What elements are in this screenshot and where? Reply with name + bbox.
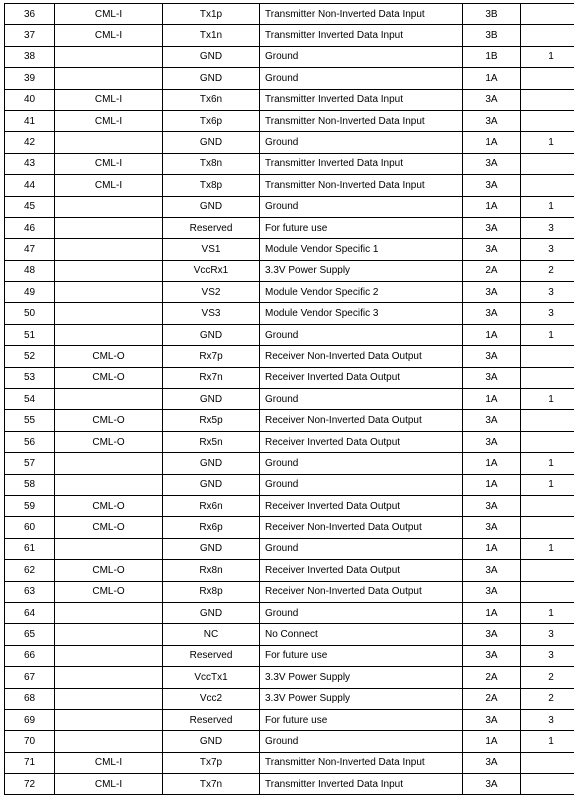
notes-cell: 3 xyxy=(521,709,574,730)
notes-cell: 2 xyxy=(521,260,574,281)
table-row xyxy=(5,217,574,238)
table-row xyxy=(5,175,574,196)
pin-number-cell: 49 xyxy=(5,282,55,303)
signal-description-cell: Receiver Non-Inverted Data Output xyxy=(260,346,463,367)
notes-cell: 1 xyxy=(521,731,574,752)
signal-description-cell: Transmitter Non-Inverted Data Input xyxy=(260,175,463,196)
signal-symbol-cell: Tx7p xyxy=(163,752,260,773)
plug-sequence-cell: 3A xyxy=(463,752,521,773)
logic-type-cell xyxy=(55,68,163,89)
notes-cell xyxy=(521,153,574,174)
pin-number-cell: 57 xyxy=(5,453,55,474)
pin-number-cell: 66 xyxy=(5,645,55,666)
logic-type-cell: CML-I xyxy=(55,25,163,46)
signal-symbol-cell: Vcc2 xyxy=(163,688,260,709)
plug-sequence-cell: 3A xyxy=(463,645,521,666)
logic-type-cell: CML-I xyxy=(55,752,163,773)
pin-number-cell: 48 xyxy=(5,260,55,281)
signal-description-cell: Receiver Inverted Data Output xyxy=(260,560,463,581)
table-row xyxy=(5,25,574,46)
pin-number-cell: 64 xyxy=(5,602,55,623)
signal-description-cell: Transmitter Non-Inverted Data Input xyxy=(260,752,463,773)
plug-sequence-cell: 3A xyxy=(463,410,521,431)
logic-type-cell: CML-I xyxy=(55,110,163,131)
pin-number-cell: 41 xyxy=(5,110,55,131)
pin-number-cell: 69 xyxy=(5,709,55,730)
table-row xyxy=(5,431,574,452)
pin-number-cell: 42 xyxy=(5,132,55,153)
pin-number-cell: 60 xyxy=(5,517,55,538)
signal-symbol-cell: Tx8p xyxy=(163,175,260,196)
plug-sequence-cell: 3A xyxy=(463,495,521,516)
plug-sequence-cell: 3A xyxy=(463,560,521,581)
logic-type-cell: CML-I xyxy=(55,153,163,174)
signal-description-cell: Module Vendor Specific 2 xyxy=(260,282,463,303)
table-row xyxy=(5,110,574,131)
signal-symbol-cell: Reserved xyxy=(163,217,260,238)
signal-symbol-cell: VS1 xyxy=(163,239,260,260)
signal-description-cell: Ground xyxy=(260,389,463,410)
signal-symbol-cell: VS3 xyxy=(163,303,260,324)
pin-number-cell: 68 xyxy=(5,688,55,709)
signal-description-cell: Receiver Inverted Data Output xyxy=(260,367,463,388)
signal-description-cell: Transmitter Inverted Data Input xyxy=(260,89,463,110)
notes-cell: 3 xyxy=(521,239,574,260)
signal-description-cell: 3.3V Power Supply xyxy=(260,667,463,688)
plug-sequence-cell: 1A xyxy=(463,196,521,217)
signal-description-cell: Module Vendor Specific 1 xyxy=(260,239,463,260)
notes-cell: 3 xyxy=(521,624,574,645)
signal-symbol-cell: GND xyxy=(163,46,260,67)
signal-description-cell: Ground xyxy=(260,46,463,67)
signal-symbol-cell: GND xyxy=(163,68,260,89)
table-row xyxy=(5,667,574,688)
notes-cell xyxy=(521,89,574,110)
table-row xyxy=(5,538,574,559)
table-row xyxy=(5,153,574,174)
table-row xyxy=(5,774,574,795)
logic-type-cell xyxy=(55,731,163,752)
signal-description-cell: For future use xyxy=(260,217,463,238)
plug-sequence-cell: 3A xyxy=(463,217,521,238)
signal-description-cell: Receiver Inverted Data Output xyxy=(260,495,463,516)
logic-type-cell xyxy=(55,645,163,666)
signal-symbol-cell: Rx7n xyxy=(163,367,260,388)
notes-cell: 1 xyxy=(521,132,574,153)
pin-number-cell: 54 xyxy=(5,389,55,410)
signal-symbol-cell: Rx8p xyxy=(163,581,260,602)
plug-sequence-cell: 3A xyxy=(463,346,521,367)
logic-type-cell xyxy=(55,474,163,495)
signal-description-cell: 3.3V Power Supply xyxy=(260,260,463,281)
logic-type-cell xyxy=(55,602,163,623)
pin-number-cell: 46 xyxy=(5,217,55,238)
pin-number-cell: 72 xyxy=(5,774,55,795)
logic-type-cell xyxy=(55,260,163,281)
plug-sequence-cell: 1A xyxy=(463,68,521,89)
plug-sequence-cell: 3A xyxy=(463,153,521,174)
plug-sequence-cell: 1A xyxy=(463,474,521,495)
signal-symbol-cell: Tx8n xyxy=(163,153,260,174)
signal-description-cell: Receiver Non-Inverted Data Output xyxy=(260,410,463,431)
notes-cell: 2 xyxy=(521,688,574,709)
pin-number-cell: 62 xyxy=(5,560,55,581)
logic-type-cell: CML-I xyxy=(55,4,163,25)
pin-number-cell: 38 xyxy=(5,46,55,67)
logic-type-cell xyxy=(55,46,163,67)
notes-cell: 3 xyxy=(521,645,574,666)
signal-symbol-cell: GND xyxy=(163,196,260,217)
notes-cell xyxy=(521,346,574,367)
plug-sequence-cell: 3A xyxy=(463,110,521,131)
notes-cell: 1 xyxy=(521,196,574,217)
table-row xyxy=(5,46,574,67)
notes-cell xyxy=(521,410,574,431)
plug-sequence-cell: 3A xyxy=(463,282,521,303)
signal-description-cell: No Connect xyxy=(260,624,463,645)
table-row xyxy=(5,260,574,281)
notes-cell xyxy=(521,517,574,538)
logic-type-cell xyxy=(55,538,163,559)
signal-description-cell: Transmitter Inverted Data Input xyxy=(260,774,463,795)
pin-number-cell: 50 xyxy=(5,303,55,324)
notes-cell: 3 xyxy=(521,217,574,238)
logic-type-cell xyxy=(55,709,163,730)
pin-number-cell: 56 xyxy=(5,431,55,452)
pin-number-cell: 52 xyxy=(5,346,55,367)
signal-description-cell: Ground xyxy=(260,196,463,217)
table-row xyxy=(5,495,574,516)
table-row xyxy=(5,68,574,89)
table-row xyxy=(5,303,574,324)
table-row xyxy=(5,624,574,645)
signal-description-cell: For future use xyxy=(260,645,463,666)
signal-symbol-cell: GND xyxy=(163,453,260,474)
signal-symbol-cell: GND xyxy=(163,538,260,559)
logic-type-cell xyxy=(55,688,163,709)
table-row xyxy=(5,602,574,623)
pin-number-cell: 47 xyxy=(5,239,55,260)
notes-cell xyxy=(521,431,574,452)
logic-type-cell xyxy=(55,667,163,688)
notes-cell: 1 xyxy=(521,324,574,345)
pin-number-cell: 71 xyxy=(5,752,55,773)
table-row xyxy=(5,324,574,345)
signal-symbol-cell: Rx5p xyxy=(163,410,260,431)
signal-description-cell: Ground xyxy=(260,602,463,623)
table-row xyxy=(5,474,574,495)
logic-type-cell: CML-O xyxy=(55,367,163,388)
plug-sequence-cell: 3B xyxy=(463,4,521,25)
signal-description-cell: 3.3V Power Supply xyxy=(260,688,463,709)
pin-number-cell: 65 xyxy=(5,624,55,645)
logic-type-cell xyxy=(55,389,163,410)
signal-description-cell: Ground xyxy=(260,324,463,345)
logic-type-cell: CML-O xyxy=(55,410,163,431)
plug-sequence-cell: 1A xyxy=(463,731,521,752)
notes-cell xyxy=(521,367,574,388)
signal-description-cell: Transmitter Non-Inverted Data Input xyxy=(260,4,463,25)
logic-type-cell xyxy=(55,239,163,260)
signal-symbol-cell: Tx1p xyxy=(163,4,260,25)
notes-cell: 1 xyxy=(521,389,574,410)
notes-cell xyxy=(521,752,574,773)
table-row xyxy=(5,196,574,217)
pin-number-cell: 70 xyxy=(5,731,55,752)
table-row xyxy=(5,389,574,410)
notes-cell: 2 xyxy=(521,667,574,688)
logic-type-cell xyxy=(55,217,163,238)
notes-cell xyxy=(521,110,574,131)
table-row xyxy=(5,731,574,752)
logic-type-cell xyxy=(55,624,163,645)
table-row xyxy=(5,688,574,709)
signal-description-cell: Ground xyxy=(260,132,463,153)
plug-sequence-cell: 3A xyxy=(463,431,521,452)
signal-description-cell: Ground xyxy=(260,474,463,495)
signal-description-cell: For future use xyxy=(260,709,463,730)
plug-sequence-cell: 3A xyxy=(463,581,521,602)
logic-type-cell: CML-O xyxy=(55,560,163,581)
signal-symbol-cell: GND xyxy=(163,324,260,345)
pin-number-cell: 59 xyxy=(5,495,55,516)
notes-cell xyxy=(521,4,574,25)
signal-symbol-cell: GND xyxy=(163,474,260,495)
notes-cell xyxy=(521,175,574,196)
signal-symbol-cell: Rx5n xyxy=(163,431,260,452)
plug-sequence-cell: 3A xyxy=(463,367,521,388)
signal-symbol-cell: GND xyxy=(163,132,260,153)
table-row xyxy=(5,239,574,260)
notes-cell xyxy=(521,68,574,89)
plug-sequence-cell: 2A xyxy=(463,260,521,281)
pin-table-body xyxy=(5,4,574,795)
pin-number-cell: 58 xyxy=(5,474,55,495)
table-row xyxy=(5,752,574,773)
pin-definition-table xyxy=(4,3,574,795)
plug-sequence-cell: 2A xyxy=(463,667,521,688)
plug-sequence-cell: 2A xyxy=(463,688,521,709)
signal-description-cell: Receiver Non-Inverted Data Output xyxy=(260,581,463,602)
signal-symbol-cell: VccRx1 xyxy=(163,260,260,281)
table-row xyxy=(5,560,574,581)
table-row xyxy=(5,709,574,730)
signal-description-cell: Ground xyxy=(260,68,463,89)
notes-cell: 3 xyxy=(521,282,574,303)
signal-symbol-cell: GND xyxy=(163,731,260,752)
logic-type-cell: CML-O xyxy=(55,517,163,538)
table-row xyxy=(5,645,574,666)
pin-number-cell: 61 xyxy=(5,538,55,559)
logic-type-cell: CML-I xyxy=(55,175,163,196)
logic-type-cell xyxy=(55,132,163,153)
table-row xyxy=(5,132,574,153)
plug-sequence-cell: 3B xyxy=(463,25,521,46)
table-row xyxy=(5,410,574,431)
notes-cell: 1 xyxy=(521,453,574,474)
plug-sequence-cell: 1B xyxy=(463,46,521,67)
plug-sequence-cell: 1A xyxy=(463,602,521,623)
notes-cell: 1 xyxy=(521,474,574,495)
notes-cell xyxy=(521,560,574,581)
notes-cell: 1 xyxy=(521,602,574,623)
notes-cell xyxy=(521,25,574,46)
plug-sequence-cell: 3A xyxy=(463,517,521,538)
logic-type-cell xyxy=(55,196,163,217)
signal-symbol-cell: NC xyxy=(163,624,260,645)
table-row xyxy=(5,89,574,110)
logic-type-cell xyxy=(55,324,163,345)
plug-sequence-cell: 3A xyxy=(463,774,521,795)
logic-type-cell: CML-O xyxy=(55,581,163,602)
plug-sequence-cell: 1A xyxy=(463,538,521,559)
plug-sequence-cell: 3A xyxy=(463,709,521,730)
table-row xyxy=(5,367,574,388)
table-row xyxy=(5,517,574,538)
signal-symbol-cell: GND xyxy=(163,602,260,623)
signal-symbol-cell: Rx6p xyxy=(163,517,260,538)
pin-number-cell: 45 xyxy=(5,196,55,217)
table-row xyxy=(5,453,574,474)
logic-type-cell xyxy=(55,282,163,303)
pin-number-cell: 40 xyxy=(5,89,55,110)
signal-symbol-cell: GND xyxy=(163,389,260,410)
signal-symbol-cell: Tx6n xyxy=(163,89,260,110)
signal-description-cell: Ground xyxy=(260,453,463,474)
notes-cell: 1 xyxy=(521,538,574,559)
signal-symbol-cell: Rx6n xyxy=(163,495,260,516)
logic-type-cell: CML-O xyxy=(55,495,163,516)
plug-sequence-cell: 1A xyxy=(463,132,521,153)
notes-cell xyxy=(521,774,574,795)
plug-sequence-cell: 3A xyxy=(463,303,521,324)
pin-number-cell: 37 xyxy=(5,25,55,46)
pin-number-cell: 63 xyxy=(5,581,55,602)
logic-type-cell xyxy=(55,453,163,474)
signal-symbol-cell: Tx1n xyxy=(163,25,260,46)
logic-type-cell xyxy=(55,303,163,324)
signal-description-cell: Transmitter Inverted Data Input xyxy=(260,153,463,174)
pin-number-cell: 53 xyxy=(5,367,55,388)
plug-sequence-cell: 1A xyxy=(463,389,521,410)
signal-description-cell: Receiver Inverted Data Output xyxy=(260,431,463,452)
pin-number-cell: 39 xyxy=(5,68,55,89)
signal-symbol-cell: Rx7p xyxy=(163,346,260,367)
table-row xyxy=(5,581,574,602)
plug-sequence-cell: 1A xyxy=(463,453,521,474)
table-row xyxy=(5,346,574,367)
signal-description-cell: Ground xyxy=(260,538,463,559)
signal-description-cell: Transmitter Inverted Data Input xyxy=(260,25,463,46)
logic-type-cell: CML-O xyxy=(55,431,163,452)
signal-symbol-cell: Rx8n xyxy=(163,560,260,581)
signal-description-cell: Receiver Non-Inverted Data Output xyxy=(260,517,463,538)
pin-number-cell: 36 xyxy=(5,4,55,25)
pin-number-cell: 43 xyxy=(5,153,55,174)
signal-symbol-cell: Tx7n xyxy=(163,774,260,795)
logic-type-cell: CML-O xyxy=(55,346,163,367)
notes-cell: 3 xyxy=(521,303,574,324)
plug-sequence-cell: 3A xyxy=(463,89,521,110)
plug-sequence-cell: 1A xyxy=(463,324,521,345)
signal-description-cell: Ground xyxy=(260,731,463,752)
plug-sequence-cell: 3A xyxy=(463,624,521,645)
signal-description-cell: Module Vendor Specific 3 xyxy=(260,303,463,324)
logic-type-cell: CML-I xyxy=(55,774,163,795)
signal-symbol-cell: Tx6p xyxy=(163,110,260,131)
table-row xyxy=(5,4,574,25)
pin-number-cell: 51 xyxy=(5,324,55,345)
signal-symbol-cell: Reserved xyxy=(163,645,260,666)
signal-description-cell: Transmitter Non-Inverted Data Input xyxy=(260,110,463,131)
notes-cell xyxy=(521,495,574,516)
pin-number-cell: 55 xyxy=(5,410,55,431)
notes-cell xyxy=(521,581,574,602)
table-row xyxy=(5,282,574,303)
notes-cell: 1 xyxy=(521,46,574,67)
pin-number-cell: 67 xyxy=(5,667,55,688)
signal-symbol-cell: VS2 xyxy=(163,282,260,303)
pin-number-cell: 44 xyxy=(5,175,55,196)
plug-sequence-cell: 3A xyxy=(463,175,521,196)
signal-symbol-cell: VccTx1 xyxy=(163,667,260,688)
logic-type-cell: CML-I xyxy=(55,89,163,110)
signal-symbol-cell: Reserved xyxy=(163,709,260,730)
plug-sequence-cell: 3A xyxy=(463,239,521,260)
